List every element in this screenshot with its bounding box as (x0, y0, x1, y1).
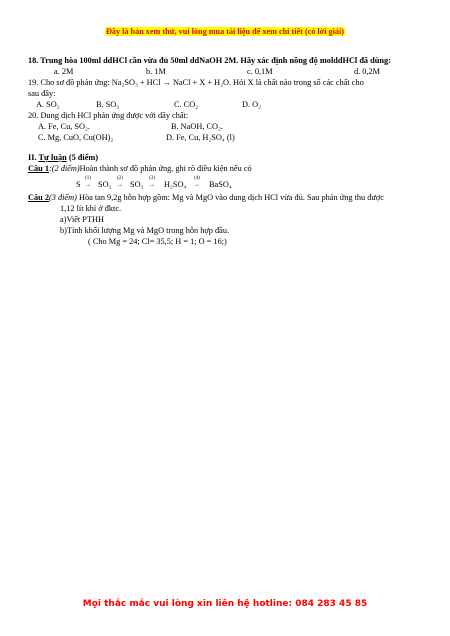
step-label-2: (2) (117, 176, 123, 181)
option-a: A. Fe, Cu, SO₂. (38, 122, 90, 131)
option-d: D. O₂ (242, 100, 262, 109)
question-19-text-cont: sau đây: (28, 89, 56, 98)
step-label-1: (1) (85, 176, 91, 181)
option-c: C. CO₂ (174, 100, 199, 109)
question-20-options-2 (28, 132, 428, 143)
option-b: B. SO₃ (96, 100, 120, 109)
option-d: D. Fe, Cu, H₂SO₄ (l) (166, 133, 235, 142)
question-18-text: 18. Trung hòa 100ml ddHCl cần vừa đủ 50ml ddNaOH 2M. Hãy xác định nồng độ molddHCl đã dùng: (28, 56, 391, 65)
option-b: B. NaOH, CO₂. (171, 122, 223, 131)
question-20-options-1 (28, 121, 428, 132)
species-so2: SO₂ (98, 180, 112, 189)
cau-2 (28, 192, 428, 203)
cau-1-label: Câu 1 (28, 164, 49, 173)
cau-2-part-a (28, 214, 428, 225)
reaction-scheme (28, 176, 428, 192)
section-points: (5 điểm) (66, 153, 99, 162)
arrow-2: (2) → (117, 176, 123, 188)
species-so3: SO₃ (130, 180, 144, 189)
hotline-footer: Mọi thắc mắc vui lòng xin liên hệ hotline: 084 283 45 85 (82, 599, 368, 609)
cau-1 (28, 163, 428, 174)
preview-banner (0, 27, 450, 36)
species-baso4: BaSO₄ (209, 180, 232, 189)
cau-2-label: Câu 2 (28, 193, 49, 202)
cau-1-points: :(2 điểm) (48, 164, 80, 173)
option-c: C. Mg, CuO, Cu(OH)₂ (38, 133, 114, 142)
option-c: c. 0,1M (247, 67, 273, 76)
section-title: Tự luận (38, 153, 67, 162)
question-19-options (28, 99, 428, 110)
exam-content (28, 55, 428, 247)
question-20 (28, 110, 428, 121)
question-19-text: 19. Cho sơ đồ phản ứng: Na₂SO₃ + HCl → NaCl + X + H₂O. Hỏi X là chất nào trong số các chất cho (28, 78, 364, 87)
option-b: b. 1M (146, 67, 166, 76)
cau-1-text: Hoàn thành sơ đồ phản ứng, ghi rõ điều kiện nếu có (79, 164, 252, 173)
cau-2-part-b (28, 225, 428, 236)
banner-text: Đây là bản xem thử, vui lòng mua tài liệu để xem chi tiết (có lời giải) (105, 27, 344, 36)
cau-2-cont (28, 203, 428, 214)
option-d: d. 0,2M (354, 67, 381, 76)
cau-2-text: Hòa tan 9,2g hỗn hợp gồm: Mg và MgO vào dung dịch HCl vừa đủ. Sau phản ứng thu được (76, 193, 384, 202)
cau-2-a-text: a)Viết PTHH (60, 215, 104, 224)
question-19 (28, 77, 428, 88)
arrow-1: (1) → (85, 176, 91, 188)
option-a: A. SO₂ (36, 100, 60, 109)
cau-2-given-text: ( Cho Mg = 24; Cl= 35,5; H = 1; O = 16;) (88, 237, 227, 246)
cau-2-points: (3 điểm) (48, 193, 77, 202)
species-s: S (76, 180, 81, 189)
question-19-cont (28, 88, 428, 99)
arrow-4: (4) → (194, 176, 200, 188)
cau-2-given (28, 236, 428, 247)
question-18 (28, 55, 428, 66)
option-a: a. 2M (54, 67, 74, 76)
step-label-4: (4) (194, 176, 200, 181)
section-number: II. (28, 153, 39, 162)
species-h2so4: H₂SO₄ (164, 180, 187, 189)
question-18-options (28, 66, 428, 77)
question-20-text: 20. Dung dịch HCl phản ứng được với dãy chất: (28, 111, 189, 120)
cau-2-b-text: b)Tính khối lượng Mg và MgO trong hỗn hợp đầu. (60, 226, 230, 235)
step-label-3: (3) (149, 176, 155, 181)
cau-2-text-cont: 1,12 lít khí ở đktc. (60, 204, 122, 213)
arrow-3: (3) → (149, 176, 155, 188)
section-heading (28, 152, 428, 163)
